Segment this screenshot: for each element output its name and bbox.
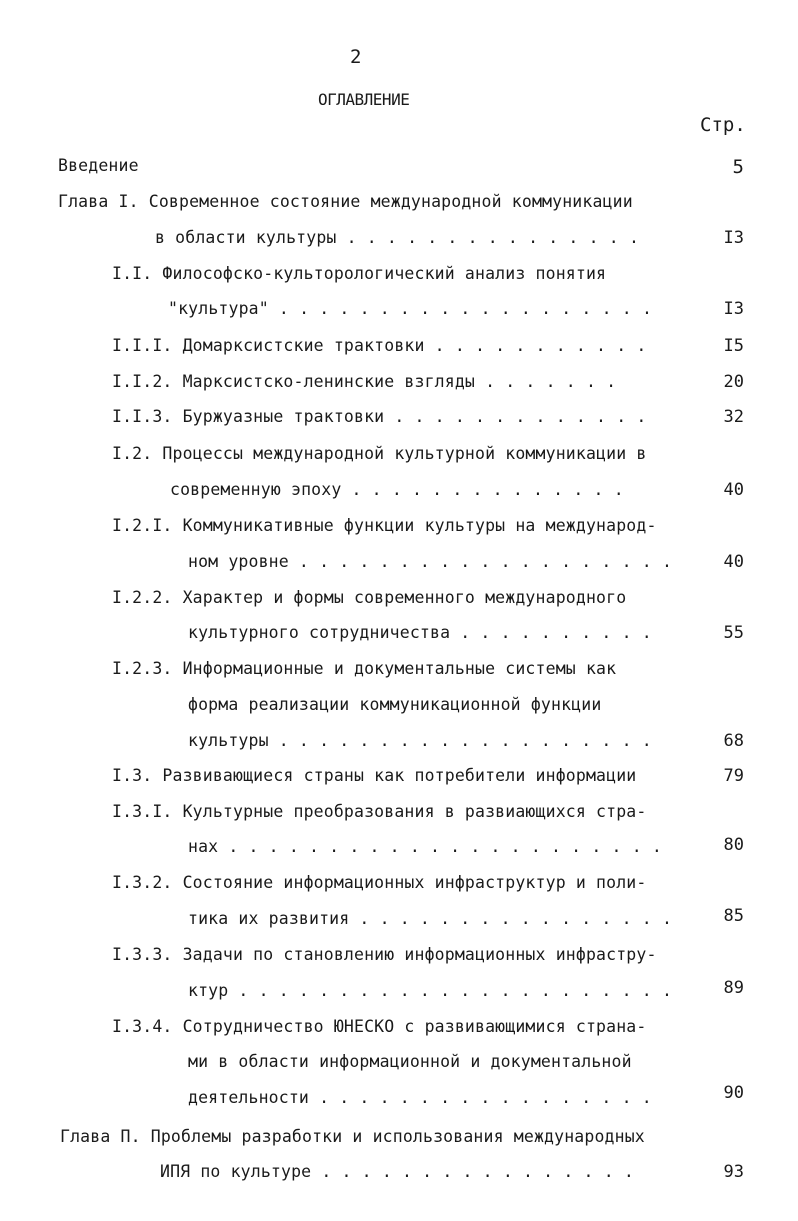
toc-line: I.2.I. Коммуникативные функции культуры на международ- [112,516,657,535]
toc-line: современную эпоху . . . . . . . . . . . . . . [170,480,624,499]
toc-line: Глава I. Современное состояние международной коммуникации [58,192,633,211]
toc-page: 40 [723,552,744,572]
toc-line: I.2.3. Информационные и документальные системы как [112,659,617,678]
toc-page: 80 [723,835,744,855]
toc-line: I.I.2. Марксистско-ленинские взгляды . . . . . . . [112,372,617,391]
toc-line: I.3.4. Сотрудничество ЮНЕСКО с развивающимися страна- [112,1017,647,1036]
toc-line: Введение [58,156,139,175]
toc-line: I.I.3. Буржуазные трактовки . . . . . . . . . . . . . [112,407,647,426]
toc-page: 79 [723,766,744,786]
toc-line: деятельности . . . . . . . . . . . . . . . . . [188,1088,652,1107]
toc-page: 89 [723,978,744,998]
toc-page: 40 [723,480,744,500]
toc-line: ном уровне . . . . . . . . . . . . . . . . . . . [188,552,673,571]
toc-line: I.2. Процессы международной культурной коммуникации в [112,444,647,463]
toc-page: 32 [723,407,744,427]
toc-line: культуры . . . . . . . . . . . . . . . . . . . [188,731,652,750]
toc-page: I3 [723,299,744,319]
toc-line: в области культуры . . . . . . . . . . . . . . . [155,228,640,247]
toc-line: культурного сотрудничества . . . . . . . . . . [188,623,652,642]
toc-line: ктур . . . . . . . . . . . . . . . . . . . . . . [188,981,673,1000]
toc-page: I3 [723,228,744,248]
toc-line: тика их развития . . . . . . . . . . . . . . . . [188,909,673,928]
toc-line: ИПЯ по культуре . . . . . . . . . . . . . . . . [160,1162,634,1181]
toc-line: нах . . . . . . . . . . . . . . . . . . . . . . [188,837,662,856]
toc-line: I.I.I. Домарксистские трактовки . . . . . . . . . . . [112,336,647,355]
toc-line: I.3.I. Культурные преобразования в развиающихся стра- [112,802,647,821]
toc-line: I.I. Философско-культорологический анализ понятия [112,264,607,283]
toc-page: 93 [723,1162,744,1182]
toc-page: 55 [723,623,744,643]
toc-page: 85 [723,906,744,926]
toc-page: 20 [723,372,744,392]
page-number: 2 [350,46,362,68]
pages-column-label: Стр. [700,114,746,136]
toc-line: I.3. Развивающиеся страны как потребители информации [112,766,637,785]
toc-line: I.3.3. Задачи по становлению информационных инфрастру- [112,945,657,964]
toc-page: I5 [723,336,744,356]
toc-page: 68 [723,731,744,751]
toc-line: форма реализации коммуникационной функции [188,695,602,714]
toc-title: ОГЛАВЛЕНИЕ [318,90,410,109]
toc-line: I.3.2. Состояние информационных инфраструктур и поли- [112,873,647,892]
toc-page: 5 [732,156,744,178]
toc-line: Глава П. Проблемы разработки и использования международных [60,1127,645,1146]
toc-line: I.2.2. Характер и формы современного международного [112,588,627,607]
toc-line: "культура" . . . . . . . . . . . . . . . . . . . [168,299,653,318]
toc-page: 90 [723,1083,744,1103]
toc-line: ми в области информационной и документальной [188,1052,632,1071]
